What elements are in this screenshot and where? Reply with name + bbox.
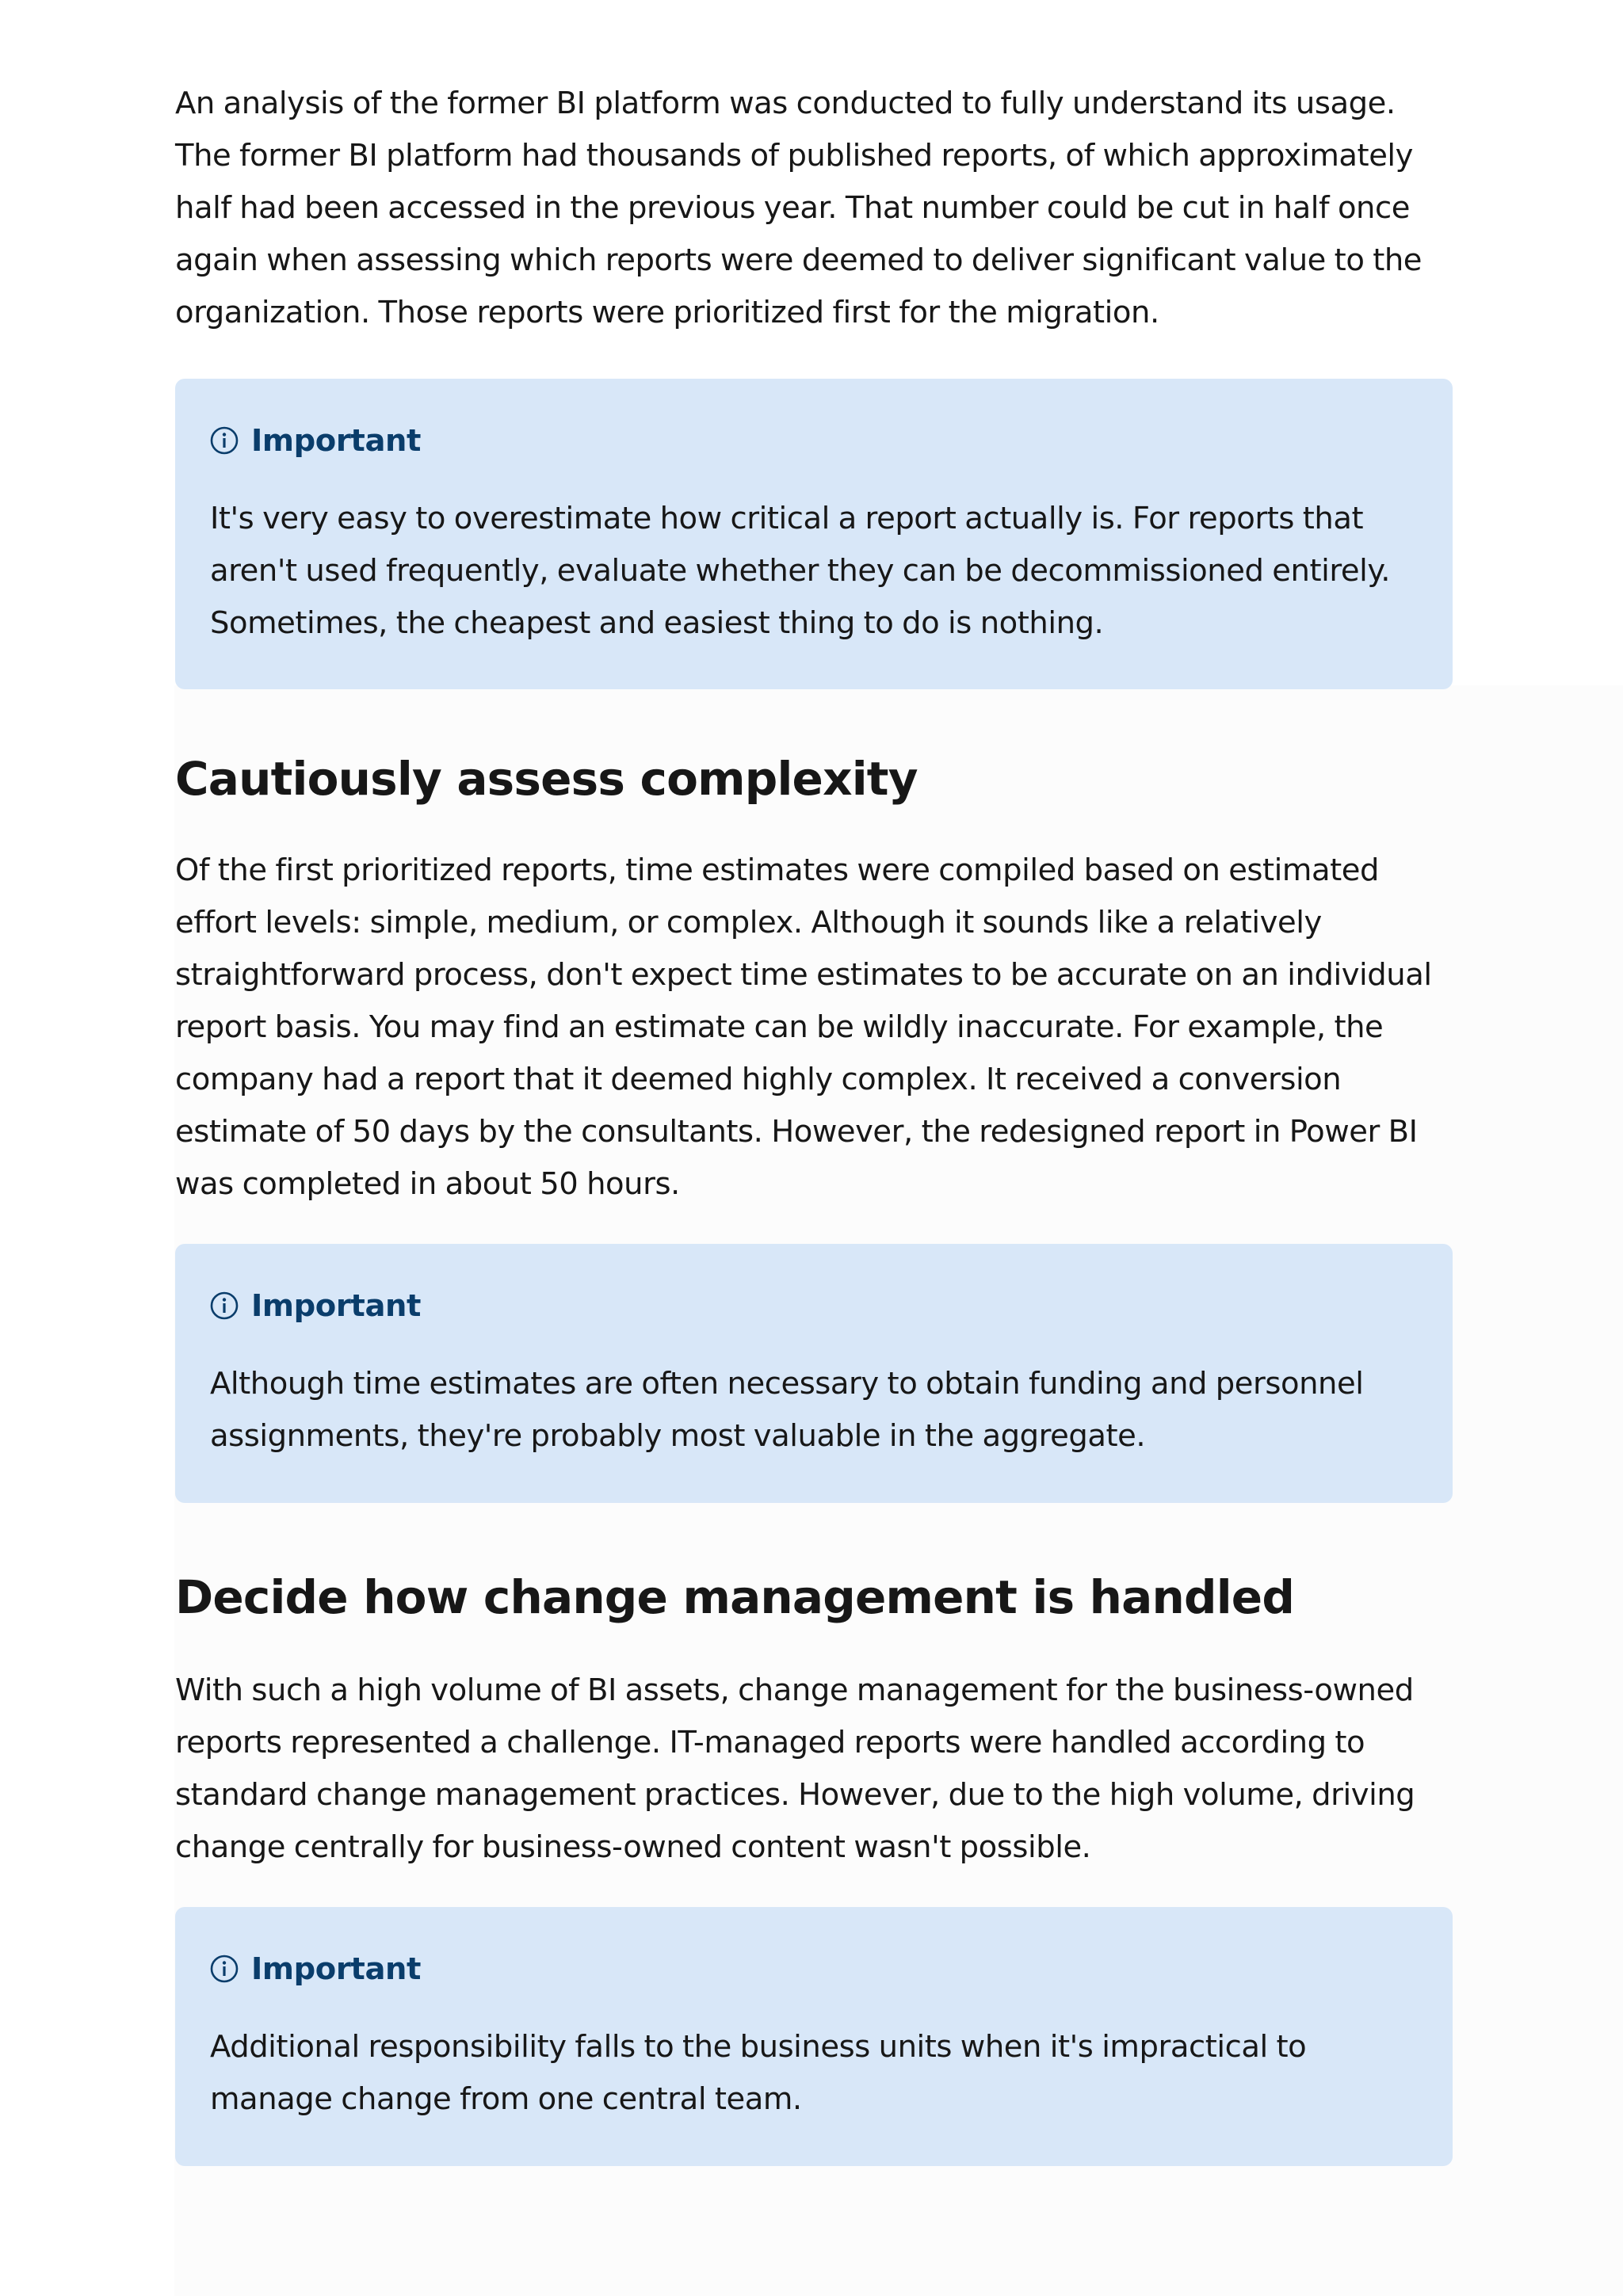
article-content bbox=[175, 0, 1453, 2166]
callout-title: Important bbox=[251, 1287, 422, 1324]
complexity-paragraph: Of the first prioritized reports, time estimates were compiled based on estimated effort levels: simple, medium, or complex. Although it sounds like a relatively straightforward process, don't expect time estimates to be accurate on an individual report basis. You may find an estimate can be wildly inaccurate. For example, the company had a report that it deemed highly complex. It received a conversion estimate of 50 days by the consultants. However, the redesigned report in Power BI was completed in about 50 hours. bbox=[175, 852, 1432, 1202]
section-heading: Decide how change management is handled bbox=[175, 1570, 1295, 1624]
section-heading: Cautiously assess complexity bbox=[175, 752, 918, 806]
important-callout bbox=[175, 1244, 1453, 1503]
callout-title: Important bbox=[251, 1951, 422, 1987]
info-icon bbox=[210, 1955, 239, 1983]
important-callout bbox=[175, 379, 1453, 689]
callout-body: Additional responsibility falls to the business units when it's impractical to manage change from one central team. bbox=[210, 2029, 1307, 2117]
callout-body: It's very easy to overestimate how critical a report actually is. For reports that aren't used frequently, evaluate whether they can be decommissioned entirely. Sometimes, the cheapest and easiest thing to do is nothing. bbox=[210, 501, 1390, 641]
important-callout bbox=[175, 1907, 1453, 2166]
callout-header bbox=[210, 1948, 1418, 1989]
info-icon bbox=[210, 1291, 239, 1320]
change-paragraph: With such a high volume of BI assets, change management for the business-owned reports represented a challenge. IT-managed reports were handled according to standard change management practices. However, due to the high volume, driving change centrally for business-owned content wasn't possible. bbox=[175, 1672, 1415, 1865]
callout-header bbox=[210, 420, 1418, 461]
info-icon bbox=[210, 426, 239, 455]
intro-paragraph: An analysis of the former BI platform was conducted to fully understand its usage. The former BI platform had thousands of published reports, of which approximately half had been accessed in the previous year. That number could be cut in half once again when assessing which reports were deemed to deliver significant value to the organization. Those reports were prioritized first for the migration. bbox=[175, 86, 1423, 330]
callout-title: Important bbox=[251, 422, 422, 459]
callout-body: Although time estimates are often necessary to obtain funding and personnel assignments, they're probably most valuable in the aggregate. bbox=[210, 1366, 1364, 1454]
callout-header bbox=[210, 1285, 1418, 1326]
